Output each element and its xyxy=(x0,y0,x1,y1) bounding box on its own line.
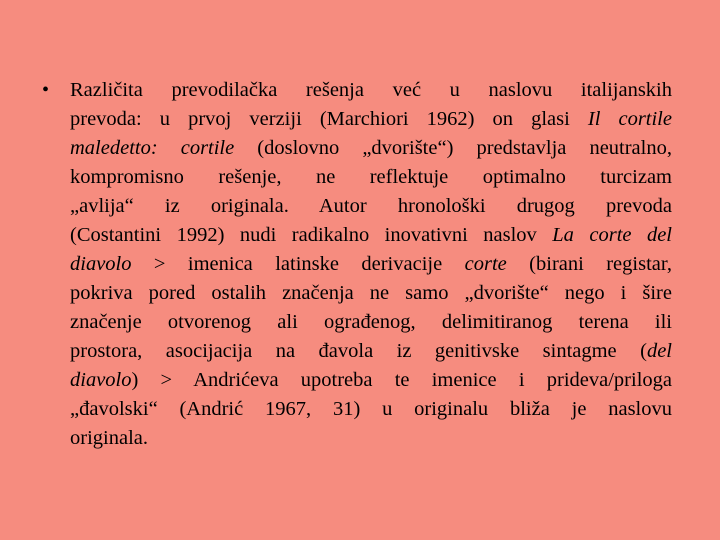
paragraph-line xyxy=(70,279,672,308)
italic-text-run: corte xyxy=(464,253,507,275)
bullet-dot-icon: • xyxy=(42,79,50,101)
text-run: (Costantini 1992) nudi radikalno inovativni naslov xyxy=(70,224,553,246)
text-run: originala. xyxy=(70,427,148,449)
text-run: prostora, asocijacija na đavola iz genitivske sintagme ( xyxy=(70,340,647,362)
text-run: pokriva pored ostalih značenja ne samo „dvorište“ nego i šire xyxy=(70,282,672,304)
text-run: > imenica latinske derivacije xyxy=(131,253,465,275)
paragraph-line xyxy=(70,163,672,192)
text-run: „đavolski“ (Andrić 1967, 31) u originalu bliža je naslovu xyxy=(70,398,672,420)
text-run: Različita prevodilačka rešenja već u naslovu italijanskih xyxy=(70,79,672,101)
paragraph-line xyxy=(70,221,672,250)
paragraph-line xyxy=(70,366,672,395)
italic-text-run: La corte del xyxy=(552,224,672,246)
text-run: (birani registar, xyxy=(506,253,673,275)
text-run: kompromisno rešenje, ne reflektuje optimalno turcizam xyxy=(70,166,672,188)
paragraph-line xyxy=(70,134,672,163)
italic-text-run: diavolo xyxy=(70,253,132,275)
italic-text-run: Il cortile xyxy=(587,108,672,130)
text-run: „avlija“ iz originala. Autor hronološki drugog prevoda xyxy=(70,195,672,217)
italic-text-run: diavolo xyxy=(70,369,132,391)
italic-text-run: maledetto: cortile xyxy=(70,137,235,159)
bullet-paragraph xyxy=(70,76,672,453)
italic-text-run: del xyxy=(646,340,672,362)
paragraph-line xyxy=(70,192,672,221)
paragraph-line xyxy=(70,308,672,337)
paragraph-line xyxy=(70,250,672,279)
text-run: ) > Andrićeva upotreba te imenice i prideva/priloga xyxy=(131,369,672,391)
text-run: značenje otvorenog ali ograđenog, delimitiranog terena ili xyxy=(70,311,672,333)
paragraph-line xyxy=(70,395,672,424)
paragraph-line xyxy=(70,76,672,105)
paragraph-line xyxy=(70,105,672,134)
paragraph-line xyxy=(70,337,672,366)
text-run: prevoda: u prvoj verziji (Marchiori 1962) on glasi xyxy=(70,108,588,130)
paragraph-line xyxy=(70,424,672,453)
text-run: (doslovno „dvorište“) predstavlja neutralno, xyxy=(234,137,672,159)
